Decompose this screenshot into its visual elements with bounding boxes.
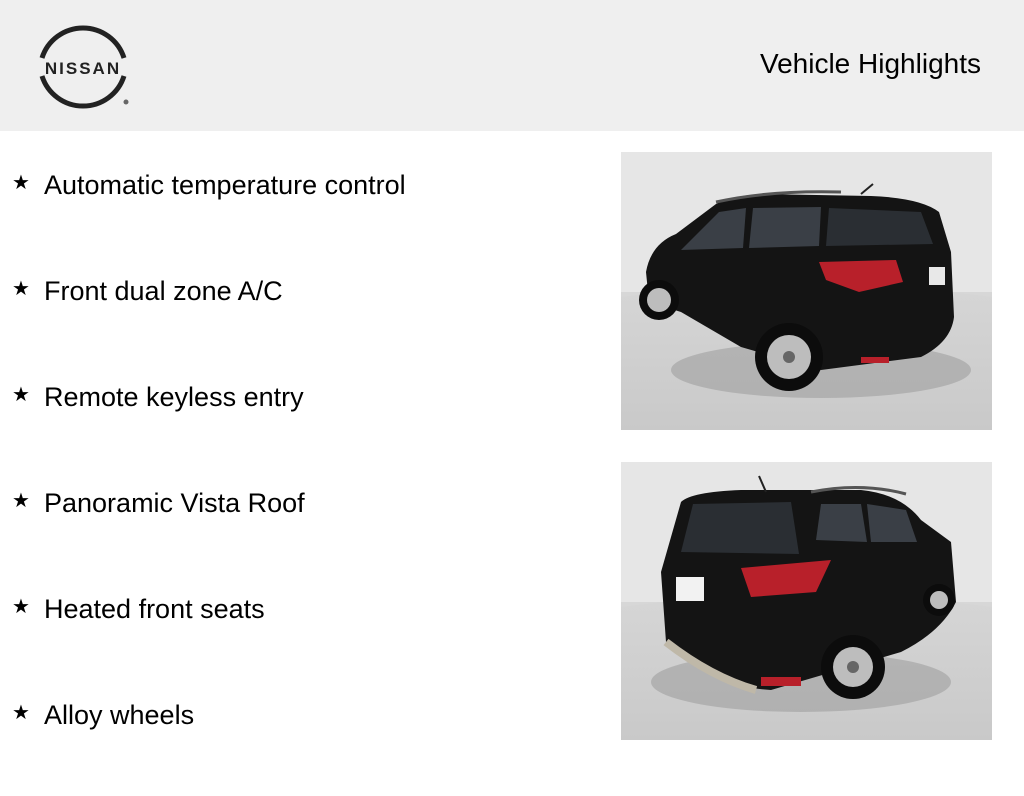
feature-item bbox=[10, 690, 600, 796]
feature-item bbox=[10, 584, 600, 690]
star-icon: ★ bbox=[12, 490, 30, 512]
star-icon: ★ bbox=[12, 702, 30, 724]
star-icon: ★ bbox=[12, 172, 30, 194]
star-icon: ★ bbox=[12, 596, 30, 618]
header bbox=[0, 0, 1024, 131]
feature-item bbox=[10, 478, 600, 584]
vehicle-photo-rear-right bbox=[621, 462, 992, 740]
feature-list bbox=[10, 160, 600, 796]
feature-label: Heated front seats bbox=[44, 594, 265, 624]
nissan-logo bbox=[28, 20, 138, 112]
feature-label: Front dual zone A/C bbox=[44, 276, 283, 306]
page-title: Vehicle Highlights bbox=[759, 48, 981, 79]
feature-item bbox=[10, 372, 600, 478]
star-icon: ★ bbox=[12, 278, 30, 300]
svg-text:NISSAN: NISSAN bbox=[44, 59, 122, 78]
feature-label: Panoramic Vista Roof bbox=[44, 488, 305, 518]
feature-label: Automatic temperature control bbox=[44, 170, 406, 200]
feature-label: Remote keyless entry bbox=[44, 382, 304, 412]
star-icon: ★ bbox=[12, 384, 30, 406]
feature-item bbox=[10, 160, 600, 266]
feature-label: Alloy wheels bbox=[44, 700, 195, 730]
vehicle-photo-rear-left bbox=[621, 152, 992, 430]
feature-item bbox=[10, 266, 600, 372]
